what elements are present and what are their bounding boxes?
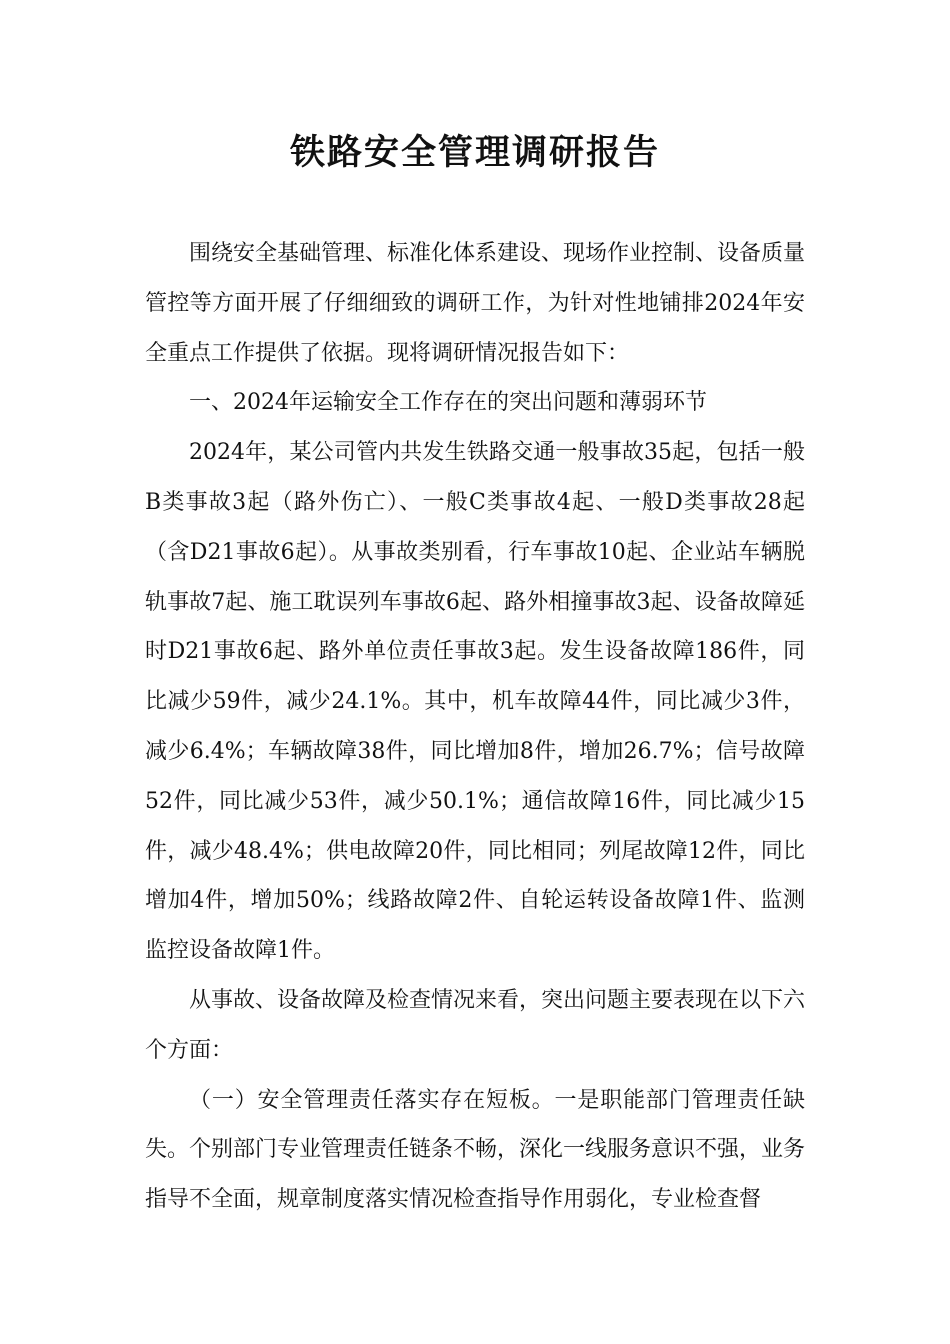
document-title: 铁路安全管理调研报告 [289,133,660,173]
intro-paragraph: 围绕安全基础管理、标准化体系建设、现场作业控制、设备质量管控等方面开展了仔细细致的调研工作，为针对性地铺排2024年安全重点工作提供了依据。现将调研情况报告如下： [145,241,806,366]
problems-overview-paragraph: 从事故、设备故障及检查情况来看，突出问题主要表现在以下六个方面： [145,987,806,1063]
section-heading-1: 一、2024年运输安全工作存在的突出问题和薄弱环节 [189,390,707,416]
accident-statistics-paragraph: 2024年，某公司管内共发生铁路交通一般事故35起，包括一般B类事故3起（路外伤亡）、一般C类事故4起、一般D类事故28起（含D21事故6起）。从事故类别看，行车事故10起、企业站车辆脱轨事故7起、施工耽误列车事故6起、路外相撞事故3起、设备故障延时D21事故6起、路外单位责任事故3起。发生设备故障186件，同比减少59件，减少24.1%。其中，机车故障44件，同比减少3件，减少6.4%；车辆故障38件，同比增加8件，增加26.7%；信号故障52件，同比减少53件，减少50.1%；通信故障16件，同比减少15件，减少48.4%；供电故障20件，同比相同；列尾故障12件，同比增加4件，增加50%；线路故障2件、自轮运转设备故障1件、监测监控设备故障1件。 [145,440,805,964]
document-body [145,229,805,1225]
subsection-1-paragraph: （一）安全管理责任落实存在短板。一是职能部门管理责任缺失。个别部门专业管理责任链条不畅，深化一线服务意识不强，业务指导不全面，规章制度落实情况检查指导作用弱化，专业检查督 [145,1087,806,1213]
